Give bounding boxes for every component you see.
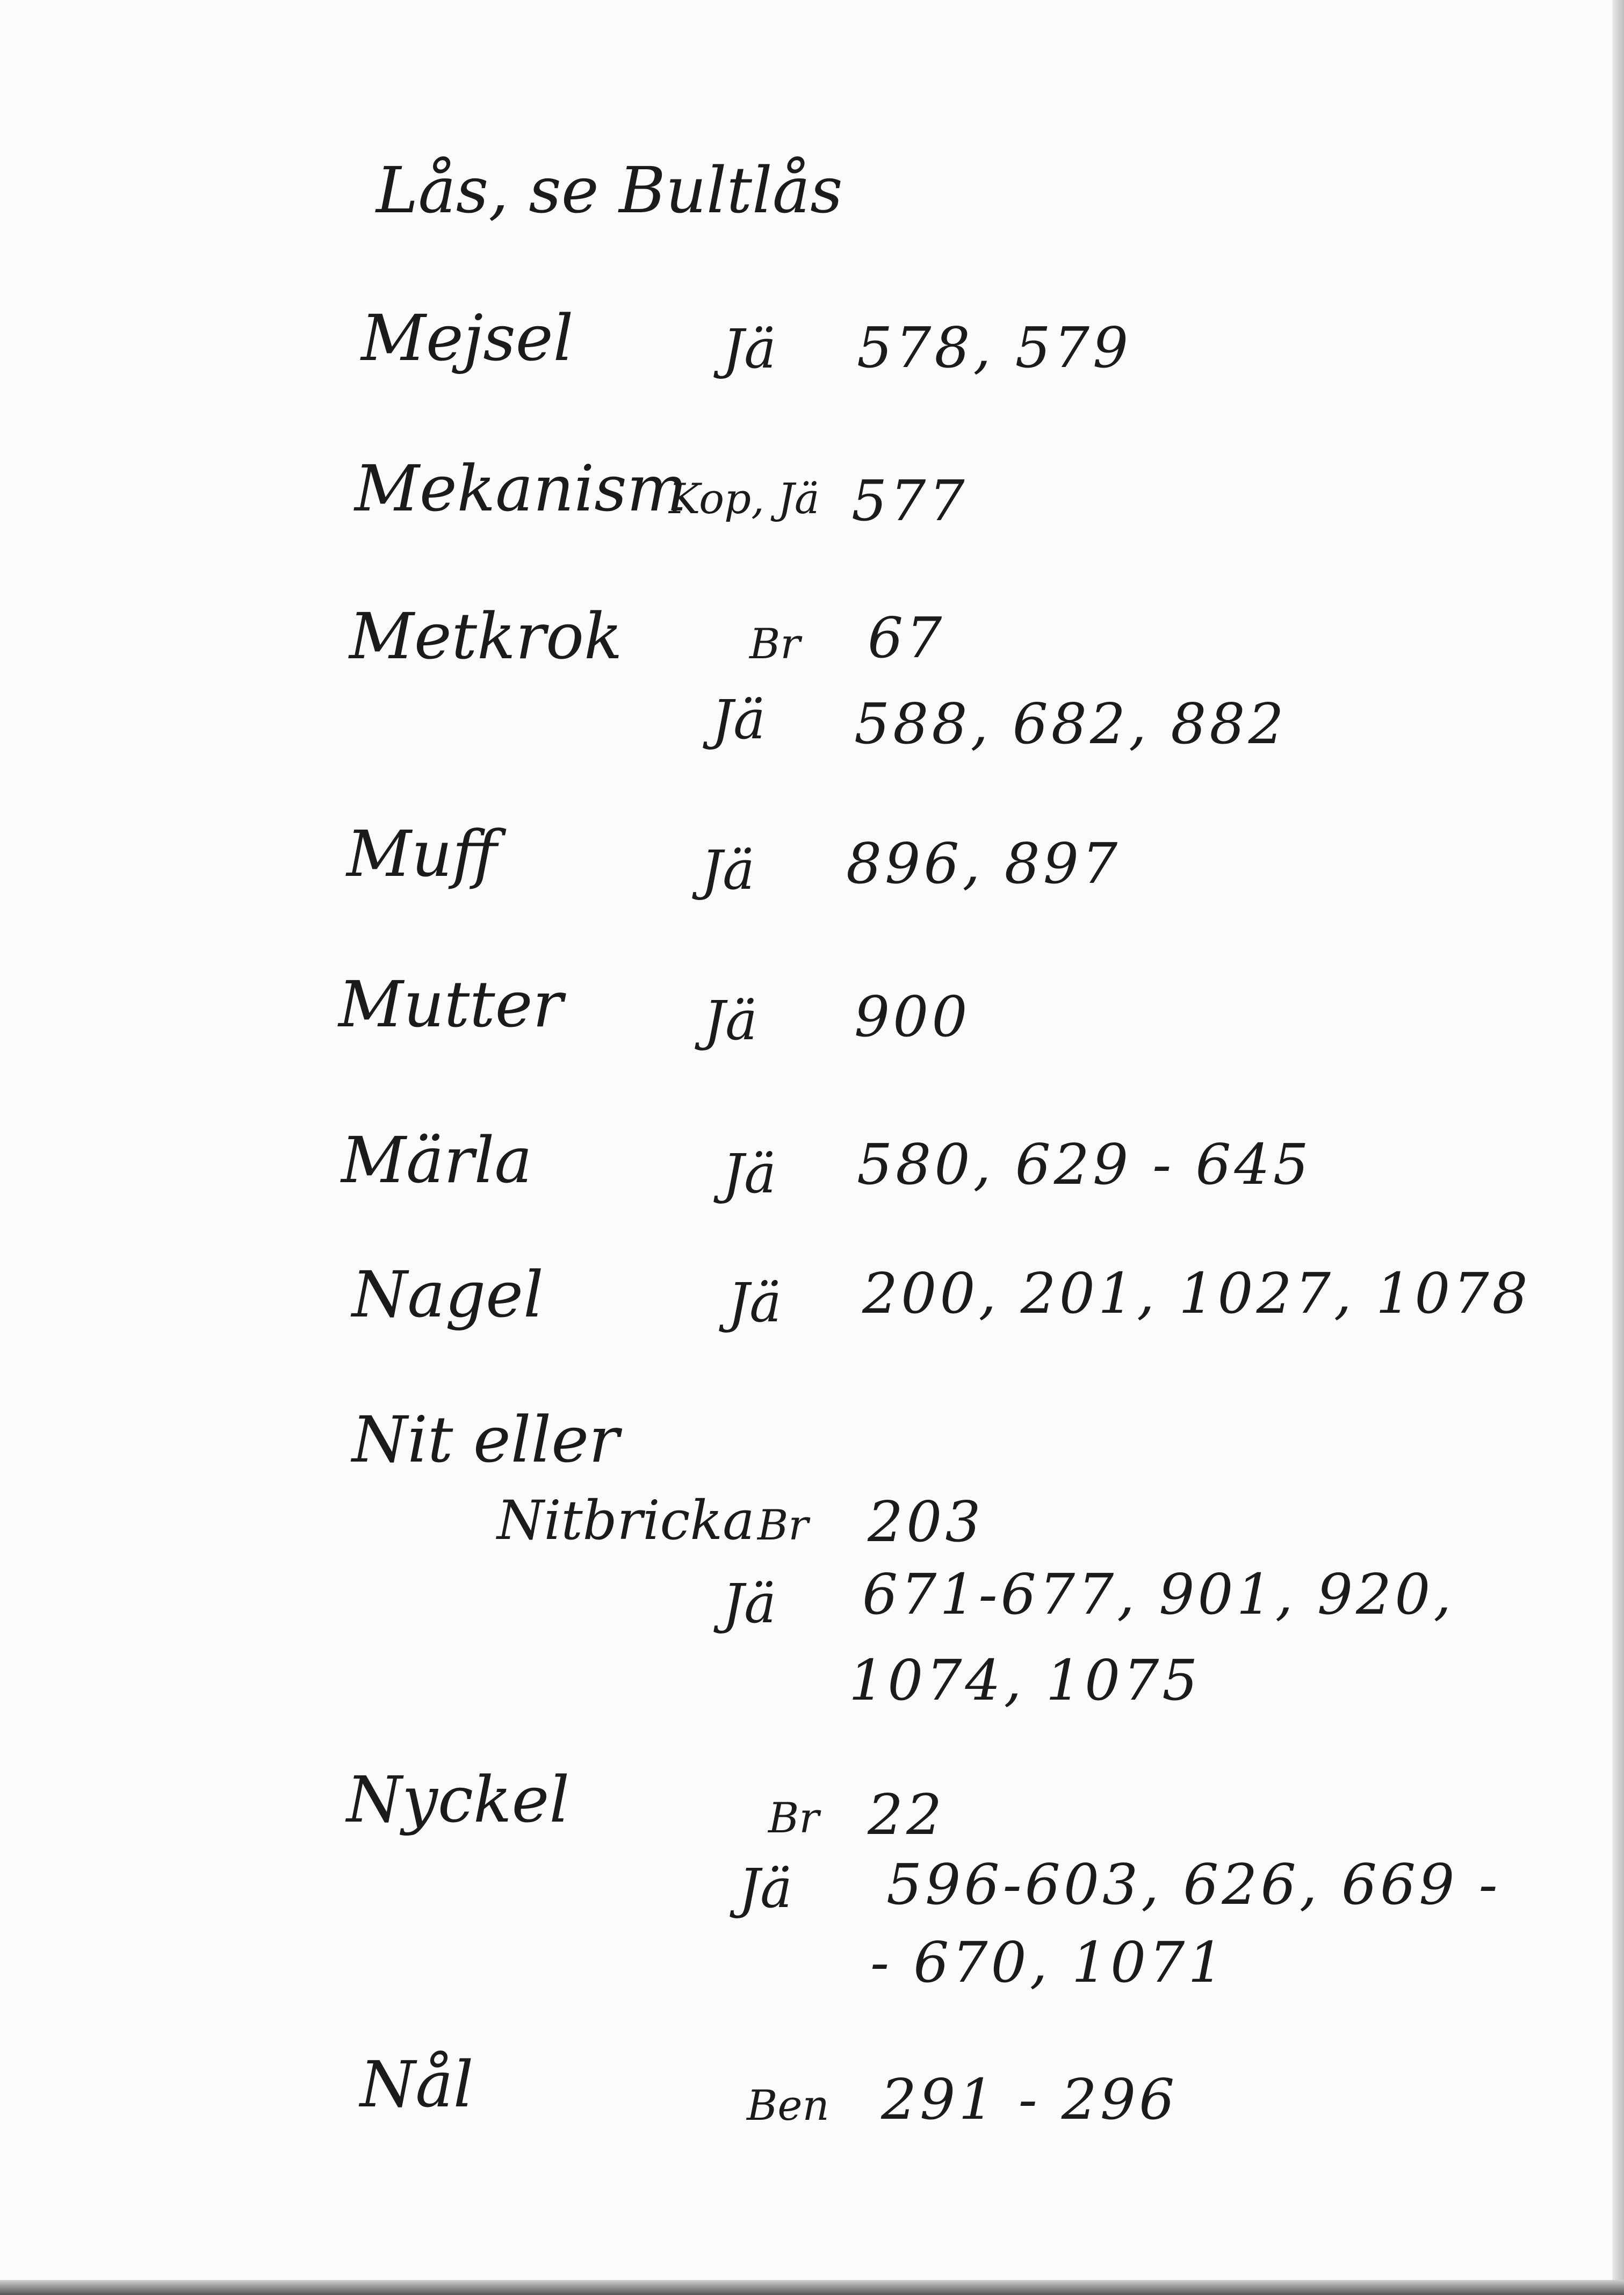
- page-edge-bottom: [0, 2280, 1624, 2295]
- entry-refs: 578, 579: [857, 315, 1132, 380]
- entry-term: Mekanism: [355, 451, 687, 526]
- entry-source: Ben: [747, 2082, 829, 2130]
- entry-term: Nål: [360, 2047, 474, 2121]
- entry-refs: 596-603, 626, 669 -: [886, 1852, 1501, 1917]
- entry-refs-continuation: - 670, 1071: [870, 1930, 1227, 1995]
- entry-source: Jä: [712, 688, 766, 751]
- entry-refs: 588, 682, 882: [854, 691, 1287, 757]
- entry-refs-continuation: 1074, 1075: [849, 1647, 1201, 1713]
- entry-term: Nyckel: [347, 1762, 570, 1837]
- entry-refs: 577: [851, 468, 968, 534]
- entry-source: Jä: [723, 1142, 776, 1205]
- entry-refs: 900: [854, 984, 971, 1049]
- entry-subterm: Nitbricka: [497, 1489, 755, 1552]
- entry-term: Märla: [341, 1123, 532, 1197]
- entry-source: Kop, Jä: [669, 475, 820, 523]
- entry-term: Metkrok: [349, 599, 623, 673]
- entry-term: Nit eller: [352, 1402, 619, 1477]
- page-edge-right: [1612, 0, 1624, 2295]
- entry-refs: 671-677, 901, 920,: [862, 1562, 1455, 1627]
- entry-refs: 580, 629 - 645: [857, 1132, 1312, 1197]
- entry-refs: 22: [868, 1782, 945, 1847]
- entry-source: Br: [749, 620, 800, 668]
- entry-term: Muff: [347, 817, 497, 891]
- entry-source: Br: [768, 1794, 819, 1843]
- entry-source: Jä: [701, 839, 755, 902]
- entry-term: Mejsel: [361, 301, 574, 375]
- entry-source: Jä: [704, 989, 757, 1052]
- entry-term: Nagel: [352, 1257, 544, 1332]
- entry-source: Jä: [723, 1572, 776, 1635]
- header-line: Lås, se Bultlås: [376, 153, 843, 227]
- entry-term: Mutter: [338, 967, 563, 1041]
- entry-source: Jä: [728, 1271, 782, 1334]
- entry-source: Br: [757, 1501, 809, 1550]
- entry-refs: 203: [868, 1489, 984, 1555]
- entry-source: Jä: [723, 318, 776, 380]
- entry-refs: 200, 201, 1027, 1078: [862, 1261, 1531, 1326]
- entry-refs: 291 - 296: [881, 2067, 1178, 2132]
- entry-refs: 67: [868, 605, 945, 671]
- entry-refs: 896, 897: [846, 831, 1121, 896]
- entry-source: Jä: [739, 1857, 792, 1920]
